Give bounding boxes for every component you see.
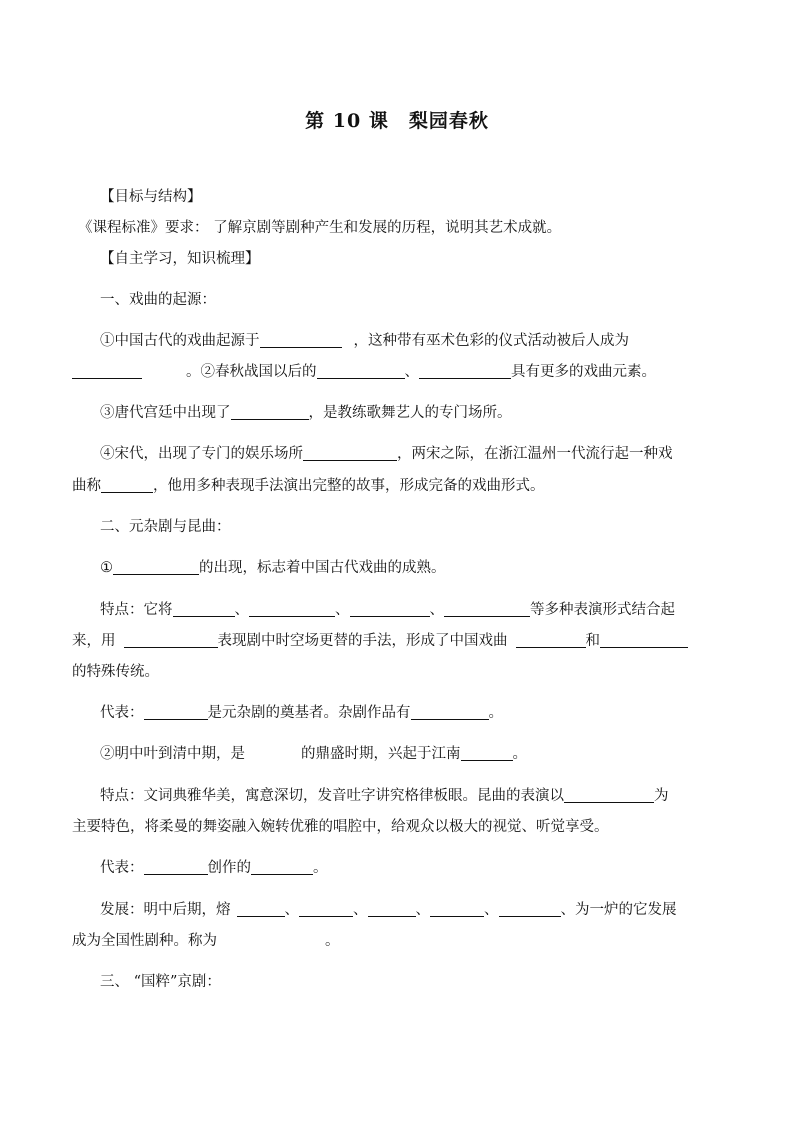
- s2-features-2-cont: 主要特色，将柔曼的舞姿融入婉转优雅的唱腔中，给观众以极大的视觉、听觉享受。: [72, 819, 609, 835]
- section-3-heading: 三、 “国粹”京剧：: [100, 974, 221, 990]
- blank-yuan-zaju[interactable]: [113, 559, 199, 575]
- blank-nanxi[interactable]: [101, 477, 153, 493]
- curriculum-standard: 《课程标准》要求： 了解京剧等剧种产生和发展的历程，说明其艺术成就。: [78, 220, 562, 236]
- s1-paragraph-4-cont: 曲称 ，他用多种表现手法演出完整的故事，形成完备的戏曲形式。: [72, 478, 545, 494]
- s1-paragraph-1-cont: 。②春秋战国以后的 、 具有更多的戏曲元素。: [72, 362, 724, 382]
- s2-features-1-cont: 来，用 表现剧中时空场更替的手法，形成了中国戏曲 和: [72, 631, 724, 651]
- s1-paragraph-1: ①中国古代的戏曲起源于 ，这种带有巫术色彩的仪式活动被后人成为: [100, 333, 629, 349]
- blank-form-c[interactable]: [350, 601, 430, 617]
- self-study-heading: 【自主学习，知识梳理】: [100, 251, 260, 267]
- s2-paragraph-2: ②明中叶到清中期，是 的鼎盛时期，兴起于江南 。: [100, 746, 527, 762]
- blank-form-b[interactable]: [249, 601, 335, 617]
- section-1-heading: 一、戏曲的起源：: [100, 292, 216, 308]
- blank-dev-4[interactable]: [430, 901, 484, 917]
- blank-dev-1[interactable]: [237, 901, 285, 917]
- blank-kunqu-feature[interactable]: [564, 787, 654, 803]
- blank-founder[interactable]: [144, 704, 208, 720]
- goals-heading: 【目标与结构】: [100, 189, 202, 205]
- blank-dev-5[interactable]: [499, 901, 561, 917]
- blank-origin[interactable]: [260, 332, 342, 348]
- lesson-title: 第 10 课 梨园春秋: [305, 110, 489, 132]
- blank-dev-2[interactable]: [299, 901, 353, 917]
- blank-form-1[interactable]: [317, 363, 405, 379]
- blank-tradition-2[interactable]: [600, 632, 688, 648]
- s2-development-cont: 成为全国性剧种。称为 。: [72, 933, 340, 949]
- blank-method[interactable]: [124, 632, 218, 648]
- s2-representative-2: 代表： 创作的 。: [100, 860, 328, 876]
- s1-paragraph-4: ④宋代，出现了专门的娱乐场所 ，两宋之际，在浙江温州一代流行起一种戏: [100, 446, 673, 462]
- blank-name[interactable]: [72, 363, 142, 379]
- s2-features-1: 特点：它将 、 、 、 等多种表演形式结合起: [100, 602, 675, 618]
- s2-paragraph-1: ① 的出现，标志着中国古代戏曲的成熟。: [100, 560, 446, 576]
- s2-features-2: 特点：文词典雅华美，寓意深切，发音吐字讲究格律板眼。昆曲的表演以 为: [100, 788, 669, 804]
- blank-form-a[interactable]: [173, 601, 235, 617]
- s2-development: 发展：明中后期，熔 、 、 、 、 、为一炉的它发展: [100, 902, 677, 918]
- blank-author[interactable]: [144, 859, 208, 875]
- blank-song-venue[interactable]: [303, 445, 397, 461]
- blank-form-d[interactable]: [444, 601, 530, 617]
- s2-features-1-end: 的特殊传统。: [72, 664, 159, 680]
- blank-tradition-1[interactable]: [516, 632, 586, 648]
- blank-kunqu-origin[interactable]: [461, 745, 513, 761]
- blank-tang-venue[interactable]: [231, 404, 309, 420]
- blank-work[interactable]: [251, 859, 313, 875]
- s2-representative-1: 代表： 是元杂剧的奠基者。杂剧作品有 。: [100, 705, 503, 721]
- blank-dev-3[interactable]: [368, 901, 416, 917]
- blank-form-2[interactable]: [419, 363, 511, 379]
- section-2-heading: 二、元杂剧与昆曲：: [100, 519, 231, 535]
- blank-works[interactable]: [411, 704, 489, 720]
- s1-paragraph-3: ③唐代宫廷中出现了 ，是教练歌舞艺人的专门场所。: [100, 405, 512, 421]
